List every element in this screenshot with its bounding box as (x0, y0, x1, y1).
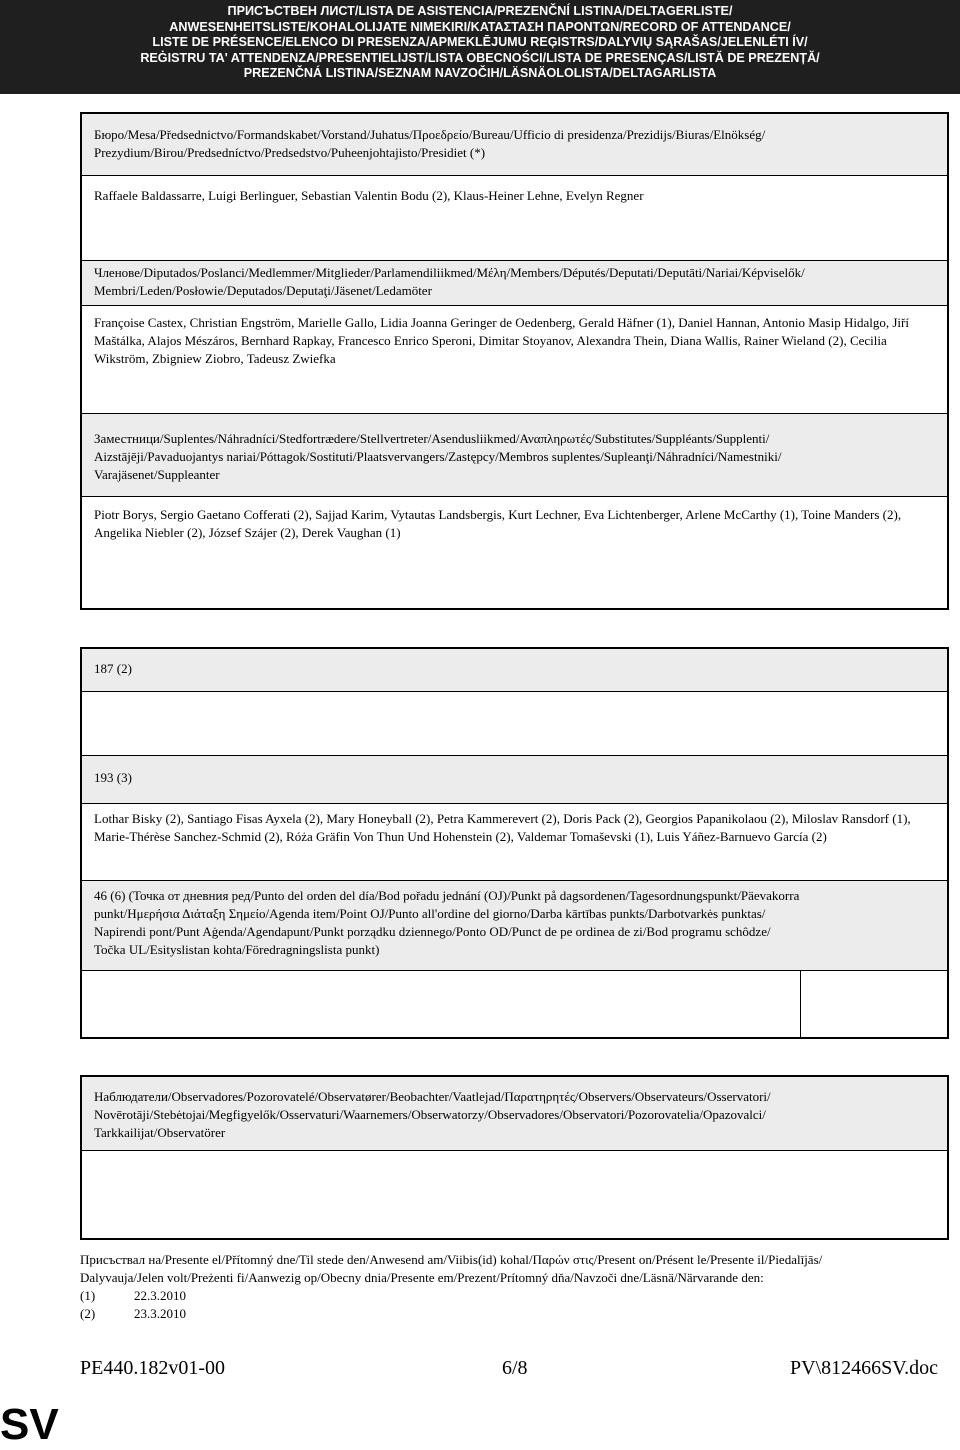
agenda-line: Napirendi pont/Punt Aġenda/Agendapunt/Punkt porządku dziennego/Ponto OD/Punct de pe ordinea de zi/Bod programu schôdze/ (94, 924, 771, 939)
header-line: LISTE DE PRÉSENCE/ELENCO DI PRESENZA/APMEKLĒJUMU REĢISTRS/DALYVIŲ SĄRAŠAS/JELENLÉTI ÍV/ (152, 35, 808, 50)
header-line: PREZENČNÁ LISTINA/SEZNAM NAVZOČIH/LÄSNÄOLOLISTA/DELTAGARLISTA (243, 66, 717, 81)
header-line: REĠISTRU TA' ATTENDENZA/PRESENTIELIJST/LISTA OBECNOŚCI/LISTA DE PRESENÇAS/LISTĂ DE PREZENȚĂ/ (140, 50, 820, 65)
observers-heading-line: Novērotāji/Stebėtojai/Megfigyelők/Osservaturi/Waarnemers/Obserwatorzy/Observadores/Observatori/Pozorovatelia/Opazovalci/ (94, 1107, 766, 1122)
rule193-label: 193 (3) (94, 770, 132, 785)
members-heading-line: Membri/Leden/Posłowie/Deputados/Deputaţi/Jäsenet/Ledamöter (94, 283, 432, 298)
agenda-side-divider (800, 970, 801, 1037)
presence-section (80, 1251, 960, 1323)
observers-heading-line: Tarkkailijat/Observatörer (94, 1125, 226, 1140)
rule193-list-cell (82, 804, 947, 880)
substitutes-heading-line: Aizstājēji/Pavaduojantys nariai/Póttagok/Sostituti/Plaatsvervangers/Zastępcy/Membros suplentes/Supleanţi/Náhradníci/Namestniki/ (94, 449, 782, 464)
page-number: 6/8 (502, 1357, 528, 1379)
presence-date-number: (2) (80, 1306, 96, 1321)
divider (82, 691, 947, 692)
substitutes-list-cell (82, 497, 947, 608)
substitutes-heading (82, 414, 947, 496)
agenda-line: Točka UL/Esityslistan kohta/Föredragningslista punkt) (94, 942, 380, 957)
attendance-header (0, 0, 960, 94)
bureau-heading-line: Prezydium/Birou/Predsedníctvo/Predsedstvo/Puheenjohtajisto/Presidiet (*) (94, 145, 486, 160)
attendance-box-main (80, 112, 949, 610)
members-list-cell (82, 306, 947, 413)
bureau-heading (82, 114, 947, 175)
document-reference: PE440.182v01-00 (80, 1357, 225, 1379)
divider (82, 1150, 947, 1151)
observers-heading-line: Наблюдатели/Observadores/Pozorovatelé/Observatører/Beobachter/Vaatlejad/Παρατηρητές/Observers/Observateurs/Osservatori/ (94, 1089, 771, 1104)
substitutes-heading-line: Заместници/Suplentes/Náhradníci/Stedfortrædere/Stellvertreter/Asendusliikmed/Αναπληρωτές/Substitutes/Suppléants/Supplenti/ (94, 431, 770, 446)
rule193-cell (82, 756, 947, 803)
rule193-list: Lothar Bisky (2), Santiago Fisas Ayxela (2), Mary Honeyball (2), Petra Kammerevert (2), Doris Pack (2), Georgios Papanikolaou (2), Miloslav Ransdorf (1), Marie-Thérèse Sanchez-Schmid (2), Róża Gräfin Von Thun Und Hohenstein (2), Valdemar Tomaševski (1), Luis Yáñez-Barnuevo García (2) (94, 811, 911, 844)
agenda-line: punkt/Ημερήσια Διάταξη Σημείο/Agenda item/Point OJ/Punto all'ordine del giorno/Darba kārtības punkts/Darbotvarkės punktas/ (94, 906, 766, 921)
attendance-box-rules (80, 647, 949, 1039)
presence-date: 23.3.2010 (134, 1306, 186, 1321)
members-heading (82, 261, 947, 305)
bureau-members (82, 176, 947, 260)
presence-line: Dalyvauja/Jelen volt/Preżenti fi/Aanwezig op/Obecny dnia/Presente em/Prezent/Prítomný dňa/Navzoči dne/Läsnä/Närvarande den: (80, 1270, 764, 1285)
file-reference: PV\812466SV.doc (790, 1357, 938, 1379)
substitutes-heading-line: Varajäsenet/Suppleanter (94, 467, 220, 482)
members-list: Françoise Castex, Christian Engström, Marielle Gallo, Lidia Joanna Geringer de Oedenberg, Gerald Häfner (1), Daniel Hannan, Antonio Masip Hidalgo, Jiří Maštálka, Alajos Mészáros, Bernhard Rapkay, Francesco Enrico Speroni, Dimitar Stoyanov, Alexandra Thein, Diana Wallis, Rainer Wieland (2), Cecilia Wikström, Zbigniew Ziobro, Tadeusz Zwiefka (94, 315, 909, 366)
rule187-label: 187 (2) (94, 661, 132, 676)
presence-date-row (80, 1305, 960, 1323)
attendance-box-observers (80, 1075, 949, 1240)
divider (82, 970, 947, 971)
substitutes-list: Piotr Borys, Sergio Gaetano Cofferati (2), Sajjad Karim, Vytautas Landsbergis, Kurt Lechner, Eva Lichtenberger, Arlene McCarthy (1), Toine Manders (2), Angelika Niebler (2), József Szájer (2), Derek Vaughan (1) (94, 507, 902, 540)
members-heading-line: Членове/Diputados/Poslanci/Medlemmer/Mitglieder/Parlamendiliikmed/Μέλη/Members/Députés/Deputati/Deputāti/Nariai/Képviselők/ (94, 265, 805, 280)
presence-date-row (80, 1287, 960, 1305)
header-line: ПРИСЪСТВЕН ЛИСТ/LISTA DE ASISTENCIA/PREZENČNÍ LISTINA/DELTAGERLISTE/ (227, 4, 733, 18)
agenda-line: 46 (6) (Точка от дневния ред/Punto del orden del día/Bod pořadu jednání (OJ)/Punkt på dagsordenen/Tagesordnungspunkt/Päevakorra (94, 888, 800, 903)
bureau-members-list: Raffaele Baldassarre, Luigi Berlinguer, Sebastian Valentin Bodu (2), Klaus-Heiner Lehne, Evelyn Regner (94, 188, 644, 203)
observers-heading (82, 1077, 947, 1150)
presence-line: Присъствал на/Presente el/Přítomný dne/Til stede den/Anwesend am/Viibis(id) kohal/Παρών στις/Present on/Présent le/Presente il/Piedalījās/ (80, 1252, 823, 1267)
language-code: SV (0, 1400, 59, 1449)
presence-date: 22.3.2010 (134, 1288, 186, 1303)
presence-date-number: (1) (80, 1288, 96, 1303)
agenda-cell (82, 881, 947, 970)
rule187-cell (82, 649, 947, 691)
header-line: ANWESENHEITSLISTE/KOHALOLIJATE NIMEKIRI/ΚΑΤΑΣΤΑΣΗ ΠΑΡΟΝΤΩΝ/RECORD OF ATTENDANCE/ (169, 19, 791, 34)
bureau-heading-line: Бюро/Mesa/Předsednictvo/Formandskabet/Vorstand/Juhatus/Προεδρείο/Bureau/Ufficio di presidenza/Prezidijs/Biuras/Elnökség/ (94, 127, 766, 142)
